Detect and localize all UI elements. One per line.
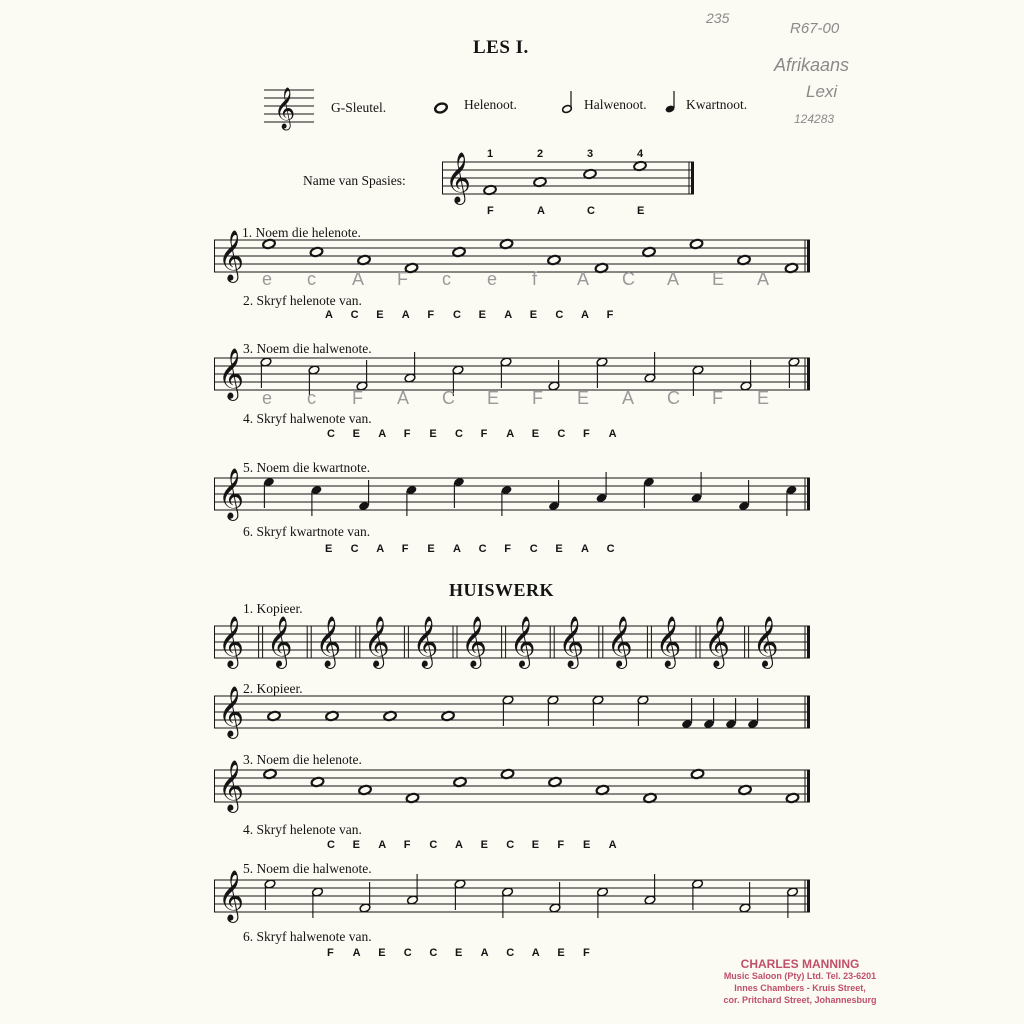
handwritten-letter: E bbox=[712, 269, 725, 289]
handwritten-letter: A bbox=[622, 388, 635, 408]
handwritten-letter: C bbox=[622, 269, 635, 289]
handwritten-letter: C bbox=[667, 388, 680, 408]
space-number: 4 bbox=[637, 148, 644, 160]
answer-letter: A bbox=[378, 839, 387, 851]
exercise-3-handwritten-answers bbox=[262, 388, 802, 410]
exercise-5-label: 5. Noem die kwartnote. bbox=[243, 460, 371, 475]
g-clef-icon: 𝄞 bbox=[218, 760, 245, 811]
answer-letter: E bbox=[480, 839, 488, 851]
homework-1-staff bbox=[214, 618, 810, 666]
answer-letter: C bbox=[555, 309, 564, 321]
homework-1-label: 1. Kopieer. bbox=[243, 601, 303, 616]
homework-2-label: 2. Kopieer. bbox=[243, 681, 303, 696]
legend-half-label: Halwenoot. bbox=[584, 97, 647, 112]
answer-letter: F bbox=[557, 839, 565, 851]
answer-letter: F bbox=[583, 947, 590, 959]
answer-letter: E bbox=[352, 839, 360, 851]
answer-letter: A bbox=[378, 428, 387, 440]
handwritten-letter: A bbox=[667, 269, 680, 289]
corner-note-number: 235 bbox=[706, 10, 730, 26]
answer-letter: C bbox=[529, 543, 538, 555]
handwritten-letter: F bbox=[352, 388, 363, 408]
answer-letter: A bbox=[581, 543, 589, 555]
g-clef-icon: 𝄞 bbox=[218, 686, 245, 737]
answer-letter: C bbox=[350, 543, 359, 555]
legend-whole-label: Helenoot. bbox=[464, 97, 517, 112]
answer-letter: F bbox=[401, 543, 409, 555]
homework-6-label: 6. Skryf halwenote van. bbox=[243, 929, 372, 944]
g-clef-icon: 𝄞 bbox=[704, 616, 731, 667]
exercise-5-staff bbox=[214, 470, 810, 518]
answer-letter: F bbox=[427, 309, 435, 321]
answer-letter: E bbox=[529, 309, 538, 321]
answer-letter: C bbox=[429, 839, 438, 851]
handwritten-letter: E bbox=[487, 388, 500, 408]
corner-note-code: 124283 bbox=[794, 112, 835, 126]
answer-letter: E bbox=[376, 309, 384, 321]
answer-letter: A bbox=[376, 543, 385, 555]
space-number: 3 bbox=[587, 148, 594, 160]
answer-letter: F bbox=[403, 839, 411, 851]
g-clef-icon: 𝄞 bbox=[218, 870, 245, 921]
stamp-line-3: Innes Chambers - Kruis Street, bbox=[734, 983, 866, 993]
handwritten-letter: F bbox=[397, 269, 408, 289]
answer-letter: A bbox=[480, 947, 489, 959]
g-clef-icon: 𝄞 bbox=[412, 616, 439, 667]
handwritten-letter: E bbox=[577, 388, 590, 408]
exercise-1-label: 1. Noem die helenote. bbox=[242, 225, 361, 240]
handwritten-letter: A bbox=[352, 269, 365, 289]
handwritten-letter: A bbox=[757, 269, 770, 289]
answer-letter: F bbox=[606, 309, 614, 321]
legend-g-clef-label: G-Sleutel. bbox=[331, 100, 387, 115]
spaces-staff bbox=[442, 148, 694, 217]
g-clef-icon: 𝄞 bbox=[218, 616, 245, 667]
answer-letter: C bbox=[327, 428, 335, 440]
stamp-line-4: cor. Pritchard Street, Johannesburg bbox=[723, 995, 877, 1005]
handwritten-letter: e bbox=[262, 269, 273, 289]
answer-letter: C bbox=[403, 947, 412, 959]
g-clef-icon: 𝄞 bbox=[363, 616, 390, 667]
g-clef-icon: 𝄞 bbox=[752, 616, 779, 667]
g-clef-icon: 𝄞 bbox=[266, 616, 293, 667]
whole-note-icon bbox=[433, 101, 451, 115]
answer-letter: E bbox=[531, 428, 540, 440]
stamp-line-1: CHARLES MANNING bbox=[740, 957, 860, 971]
g-clef-icon: 𝄞 bbox=[218, 468, 245, 519]
answer-letter: C bbox=[606, 543, 615, 555]
handwritten-letter: A bbox=[577, 269, 590, 289]
answer-letter: E bbox=[531, 839, 540, 851]
homework-3-staff bbox=[214, 762, 810, 810]
space-number: 2 bbox=[537, 148, 544, 160]
answer-letter: F bbox=[403, 428, 411, 440]
answer-letter: A bbox=[506, 428, 515, 440]
handwritten-letter: F bbox=[532, 388, 543, 408]
answer-letter: C bbox=[506, 839, 515, 851]
answer-letter: F bbox=[583, 428, 590, 440]
answer-letter: A bbox=[581, 309, 589, 321]
handwritten-letter: A bbox=[397, 388, 410, 408]
space-number: 1 bbox=[487, 148, 494, 160]
g-clef-icon: 𝄞 bbox=[558, 616, 585, 667]
spaces-label: Name van Spasies: bbox=[303, 173, 406, 188]
answer-letter: F bbox=[327, 947, 334, 959]
g-clef-icon: 𝄞 bbox=[274, 88, 296, 129]
answer-letter: E bbox=[429, 428, 437, 440]
exercise-2-label: 2. Skryf helenote van. bbox=[243, 293, 362, 308]
answer-letter: F bbox=[504, 543, 511, 555]
handwritten-letter: e bbox=[487, 269, 498, 289]
exercise-3-label: 3. Noem die halwenote. bbox=[243, 341, 372, 356]
g-clef-icon: 𝄞 bbox=[509, 616, 536, 667]
space-letter: F bbox=[487, 205, 494, 217]
page-title: LES I. bbox=[473, 37, 529, 58]
handwritten-letter: c bbox=[307, 269, 316, 289]
answer-letter: A bbox=[608, 839, 617, 851]
answer-letter: A bbox=[352, 947, 361, 959]
g-clef-icon: 𝄞 bbox=[218, 230, 245, 281]
answer-letter: C bbox=[429, 947, 438, 959]
exercise-4-label: 4. Skryf halwenote van. bbox=[243, 411, 372, 426]
handwritten-letter: f bbox=[532, 269, 538, 289]
legend-quarter-label: Kwartnoot. bbox=[686, 97, 748, 112]
g-clef-icon: 𝄞 bbox=[218, 348, 245, 399]
answer-letter: A bbox=[401, 309, 410, 321]
exercise-1-handwritten-answers bbox=[262, 269, 802, 291]
g-clef-icon: 𝄞 bbox=[445, 152, 472, 203]
shop-stamp bbox=[700, 958, 900, 1006]
handwritten-letter: C bbox=[442, 388, 455, 408]
answer-letter: E bbox=[557, 947, 565, 959]
g-clef-icon: 𝄞 bbox=[315, 616, 342, 667]
g-clef-icon: 𝄞 bbox=[461, 616, 488, 667]
homework-title: HUISWERK bbox=[449, 580, 555, 600]
answer-letter: E bbox=[325, 543, 333, 555]
handwritten-letter: c bbox=[442, 269, 451, 289]
answer-letter: C bbox=[350, 309, 359, 321]
legend-g-clef-staff bbox=[264, 86, 314, 132]
answer-letter: C bbox=[557, 428, 566, 440]
answer-letter: E bbox=[478, 309, 486, 321]
answer-letter: A bbox=[531, 947, 540, 959]
answer-letter: E bbox=[378, 947, 386, 959]
homework-3-label: 3. Noem die helenote. bbox=[243, 752, 362, 767]
answer-letter: C bbox=[327, 839, 335, 851]
answer-letter: E bbox=[352, 428, 360, 440]
space-letter: E bbox=[637, 205, 645, 217]
homework-5-staff bbox=[214, 872, 810, 920]
answer-letter: C bbox=[455, 428, 463, 440]
answer-letter: E bbox=[555, 543, 563, 555]
exercise-6-label: 6. Skryf kwartnote van. bbox=[243, 524, 371, 539]
homework-5-label: 5. Noem die halwenote. bbox=[243, 861, 372, 876]
answer-letter: A bbox=[504, 309, 513, 321]
stamp-line-2: Music Saloon (Pty) Ltd. Tel. 23-6201 bbox=[723, 971, 877, 981]
handwritten-letter: e bbox=[262, 388, 273, 408]
corner-note-lexi: Lexi bbox=[806, 82, 838, 101]
answer-letter: A bbox=[325, 309, 333, 321]
answer-letter: E bbox=[427, 543, 435, 555]
answer-letter: A bbox=[455, 839, 463, 851]
answer-letter: C bbox=[506, 947, 515, 959]
answer-letter: F bbox=[480, 428, 488, 440]
g-clef-icon: 𝄞 bbox=[655, 616, 682, 667]
corner-note-language: Afrikaans bbox=[774, 55, 850, 75]
homework-2-staff bbox=[214, 688, 810, 736]
handwritten-letter: c bbox=[307, 388, 316, 408]
answer-letter: E bbox=[583, 839, 591, 851]
handwritten-letter: E bbox=[757, 388, 770, 408]
g-clef-icon: 𝄞 bbox=[606, 616, 633, 667]
answer-letter: E bbox=[455, 947, 463, 959]
corner-note-price: R67-00 bbox=[790, 20, 840, 37]
homework-4-label: 4. Skryf helenote van. bbox=[243, 822, 362, 837]
answer-letter: C bbox=[478, 543, 487, 555]
answer-letter: A bbox=[453, 543, 461, 555]
answer-letter: C bbox=[453, 309, 461, 321]
space-letter: A bbox=[537, 205, 545, 217]
half-note-icon bbox=[562, 90, 576, 114]
answer-letter: A bbox=[608, 428, 617, 440]
handwritten-letter: F bbox=[712, 388, 723, 408]
quarter-note-icon bbox=[665, 90, 679, 114]
space-letter: C bbox=[587, 205, 595, 217]
